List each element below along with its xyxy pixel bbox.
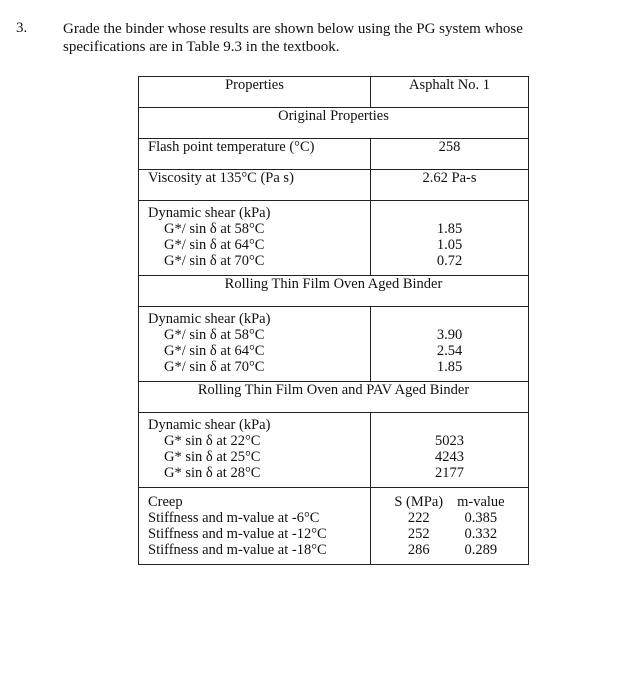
shear-row-value: 0.72 — [436, 253, 463, 269]
original-shear-values — [371, 201, 529, 276]
stiffness-value: 286 — [407, 542, 430, 558]
creep-values — [371, 488, 529, 565]
rtfo-shear-labels — [139, 307, 371, 382]
shear-row-label: G*/ sin δ at 64°C — [164, 237, 265, 253]
table-row — [139, 139, 529, 170]
shear-row-label: G* sin δ at 28°C — [164, 465, 261, 481]
stiffness-value: 222 — [407, 510, 430, 526]
stiffness-value: 252 — [407, 526, 430, 542]
table-row — [139, 488, 529, 565]
shear-row-label: G*/ sin δ at 64°C — [164, 343, 265, 359]
section-title-rtfo: Rolling Thin Film Oven Aged Binder — [139, 276, 529, 307]
viscosity-label: Viscosity at 135°C (Pa s) — [139, 170, 371, 201]
m-value-header: m-value — [457, 494, 505, 510]
m-value: 0.332 — [464, 526, 498, 542]
m-value: 0.385 — [464, 510, 498, 526]
shear-heading: Dynamic shear (kPa) — [148, 311, 271, 327]
shear-row-label: G*/ sin δ at 70°C — [164, 359, 265, 375]
question-number: 3. — [16, 20, 28, 36]
header-properties: Properties — [139, 77, 371, 108]
original-shear-labels — [139, 201, 371, 276]
flash-point-label: Flash point temperature (°C) — [139, 139, 371, 170]
section-pav — [139, 382, 529, 413]
shear-row-value: 2.54 — [436, 343, 463, 359]
section-title-original: Original Properties — [139, 108, 529, 139]
shear-row-value: 2177 — [435, 465, 464, 481]
section-title-pav: Rolling Thin Film Oven and PAV Aged Binder — [139, 382, 529, 413]
shear-row-label: G* sin δ at 22°C — [164, 433, 261, 449]
shear-row-label: G* sin δ at 25°C — [164, 449, 261, 465]
table-row — [139, 413, 529, 488]
shear-row-value: 1.85 — [436, 359, 463, 375]
rtfo-shear-values — [371, 307, 529, 382]
creep-labels — [139, 488, 371, 565]
shear-row-value: 1.85 — [436, 221, 463, 237]
table-row — [139, 307, 529, 382]
header-asphalt: Asphalt No. 1 — [371, 77, 529, 108]
section-original — [139, 108, 529, 139]
creep-row-label: Stiffness and m-value at -6°C — [148, 510, 320, 526]
question-text: Grade the binder whose results are shown below using the PG system whose specifications are in Table 9.3 in the textbook. — [63, 21, 523, 55]
shear-row-value: 3.90 — [436, 327, 463, 343]
table-row — [139, 170, 529, 201]
creep-row-label: Stiffness and m-value at -18°C — [148, 542, 327, 558]
shear-row-label: G*/ sin δ at 58°C — [164, 221, 265, 237]
shear-row-value: 1.05 — [436, 237, 463, 253]
viscosity-value: 2.62 Pa-s — [371, 170, 529, 201]
stiffness-header: S (MPa) — [394, 494, 444, 510]
creep-row-label: Stiffness and m-value at -12°C — [148, 526, 327, 542]
section-rtfo — [139, 276, 529, 307]
table-row — [139, 201, 529, 276]
shear-row-label: G*/ sin δ at 70°C — [164, 253, 265, 269]
shear-heading: Dynamic shear (kPa) — [148, 417, 271, 433]
binder-results-table — [138, 76, 529, 565]
shear-row-label: G*/ sin δ at 58°C — [164, 327, 265, 343]
table-header-row — [139, 77, 529, 108]
m-value: 0.289 — [464, 542, 498, 558]
pav-shear-labels — [139, 413, 371, 488]
shear-heading: Dynamic shear (kPa) — [148, 205, 271, 221]
shear-row-value: 5023 — [435, 433, 464, 449]
flash-point-value: 258 — [371, 139, 529, 170]
m-value-column — [457, 494, 505, 558]
shear-row-value: 4243 — [435, 449, 464, 465]
stiffness-column — [394, 494, 443, 558]
pav-shear-values — [371, 413, 529, 488]
creep-heading: Creep — [148, 494, 183, 510]
